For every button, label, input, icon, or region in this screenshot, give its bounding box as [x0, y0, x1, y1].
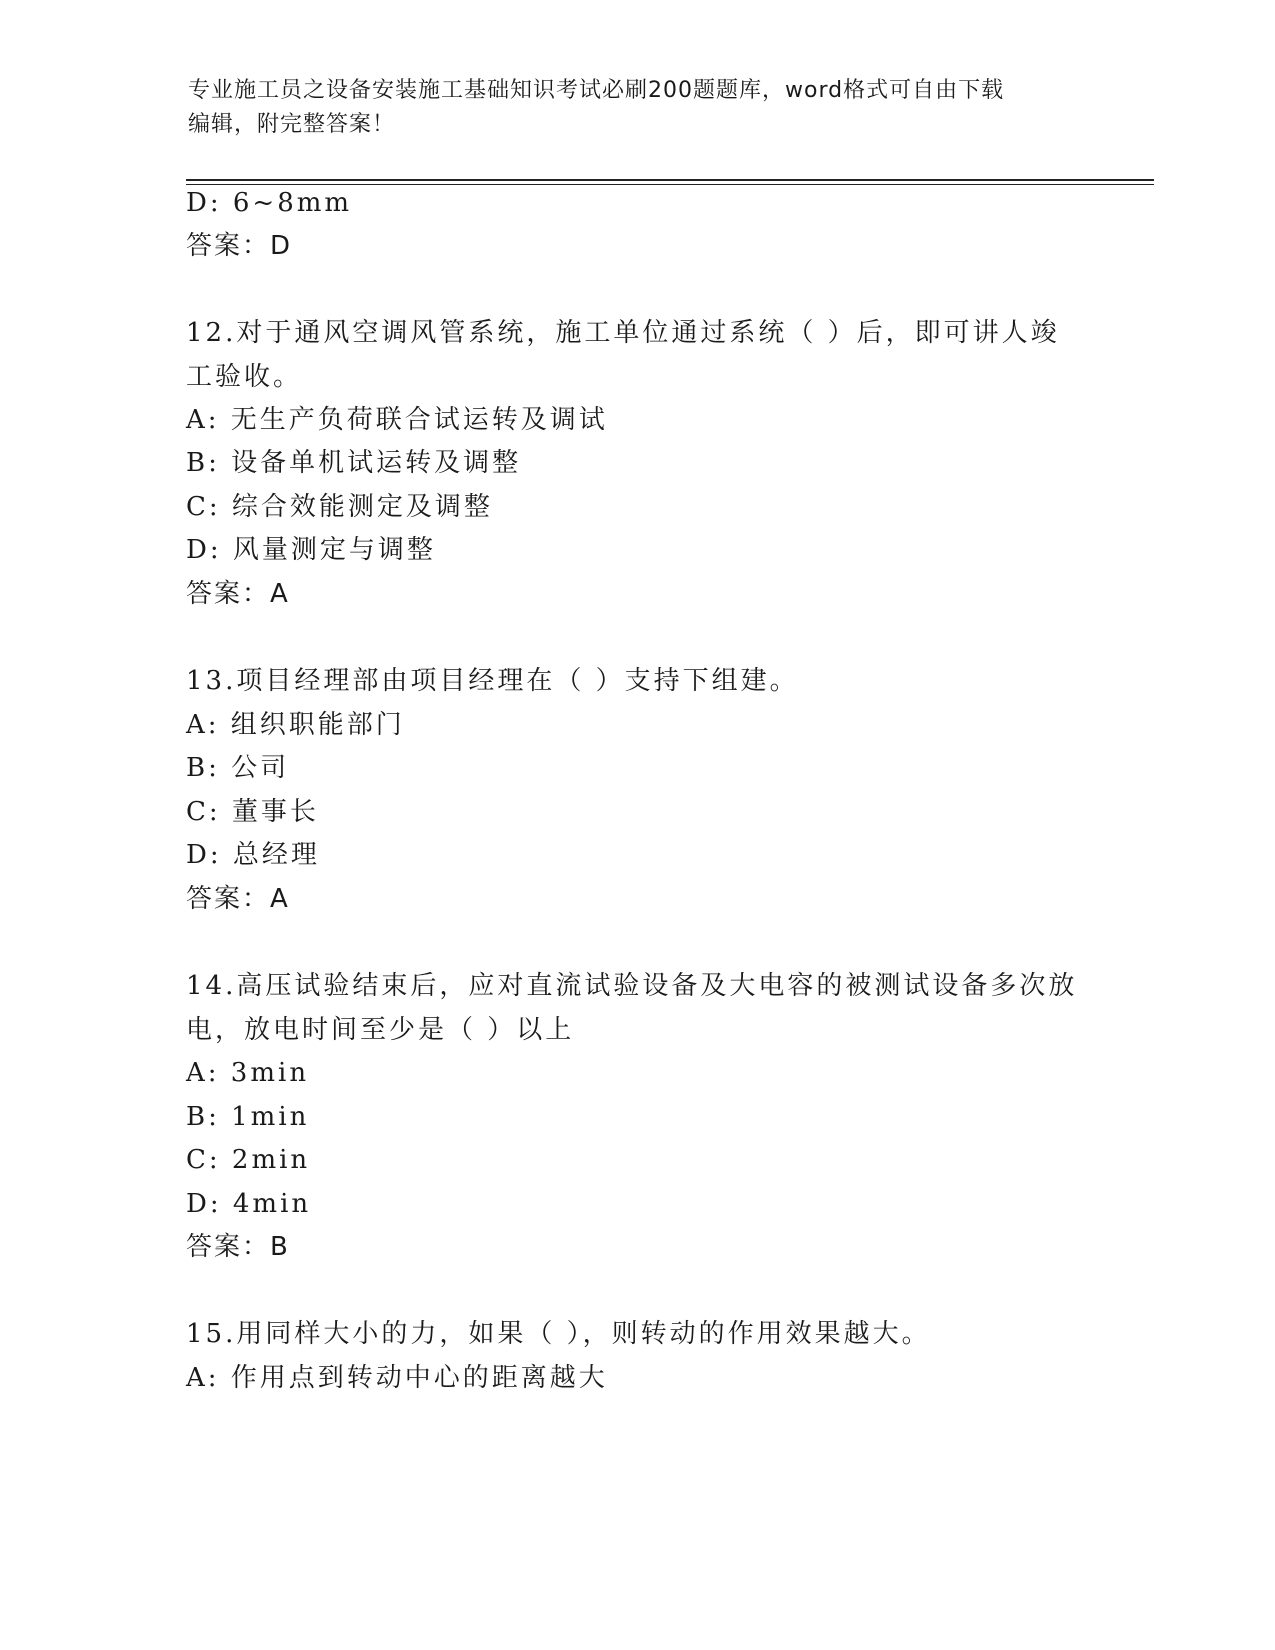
q12-question-line-1: 12.对于通风空调风管系统，施工单位通过系统（ ）后，即可讲人竣 [186, 318, 1060, 348]
q13-answer: 答案：A [186, 884, 290, 914]
q14-answer: 答案：B [186, 1232, 290, 1262]
q12-option-a: A: 无生产负荷联合试运转及调试 [186, 405, 608, 435]
q12-option-c: C: 综合效能测定及调整 [186, 492, 493, 522]
q13-option-a: A: 组织职能部门 [186, 710, 405, 740]
q13-question: 13.项目经理部由项目经理在（ ）支持下组建。 [186, 666, 799, 696]
q13-option-c: C: 董事长 [186, 797, 319, 827]
q12-answer: 答案：A [186, 579, 290, 609]
q12-option-b: B: 设备单机试运转及调整 [186, 448, 522, 478]
q15-option-a: A: 作用点到转动中心的距离越大 [186, 1363, 608, 1393]
q14-option-a: A: 3min [186, 1058, 310, 1088]
header-title-line-2: 编辑，附完整答案！ [188, 112, 396, 137]
q14-question-line-2: 电，放电时间至少是（ ）以上 [186, 1015, 575, 1045]
q14-question-line-1: 14.高压试验结束后，应对直流试验设备及大电容的被测试设备多次放 [186, 971, 1078, 1001]
q14-option-c: C: 2min [186, 1145, 311, 1175]
document-header [188, 74, 1088, 142]
q12-question-line-2: 工验收。 [186, 362, 303, 392]
q14-option-d: D: 4min [186, 1189, 312, 1219]
q14-option-b: B: 1min [186, 1102, 310, 1132]
q15-question: 15.用同样大小的力，如果（ ），则转动的作用效果越大。 [186, 1319, 931, 1349]
header-title-line-1: 专业施工员之设备安装施工基础知识考试必刷200题题库，word格式可自由下载 [188, 78, 1005, 103]
q13-option-d: D: 总经理 [186, 840, 320, 870]
q12-option-d: D: 风量测定与调整 [186, 535, 436, 565]
q11-option-d: D: 6~8mm [186, 188, 353, 218]
q13-option-b: B: 公司 [186, 753, 290, 783]
header-rule-thick [186, 179, 1154, 181]
q11-answer: 答案：D [186, 231, 293, 261]
